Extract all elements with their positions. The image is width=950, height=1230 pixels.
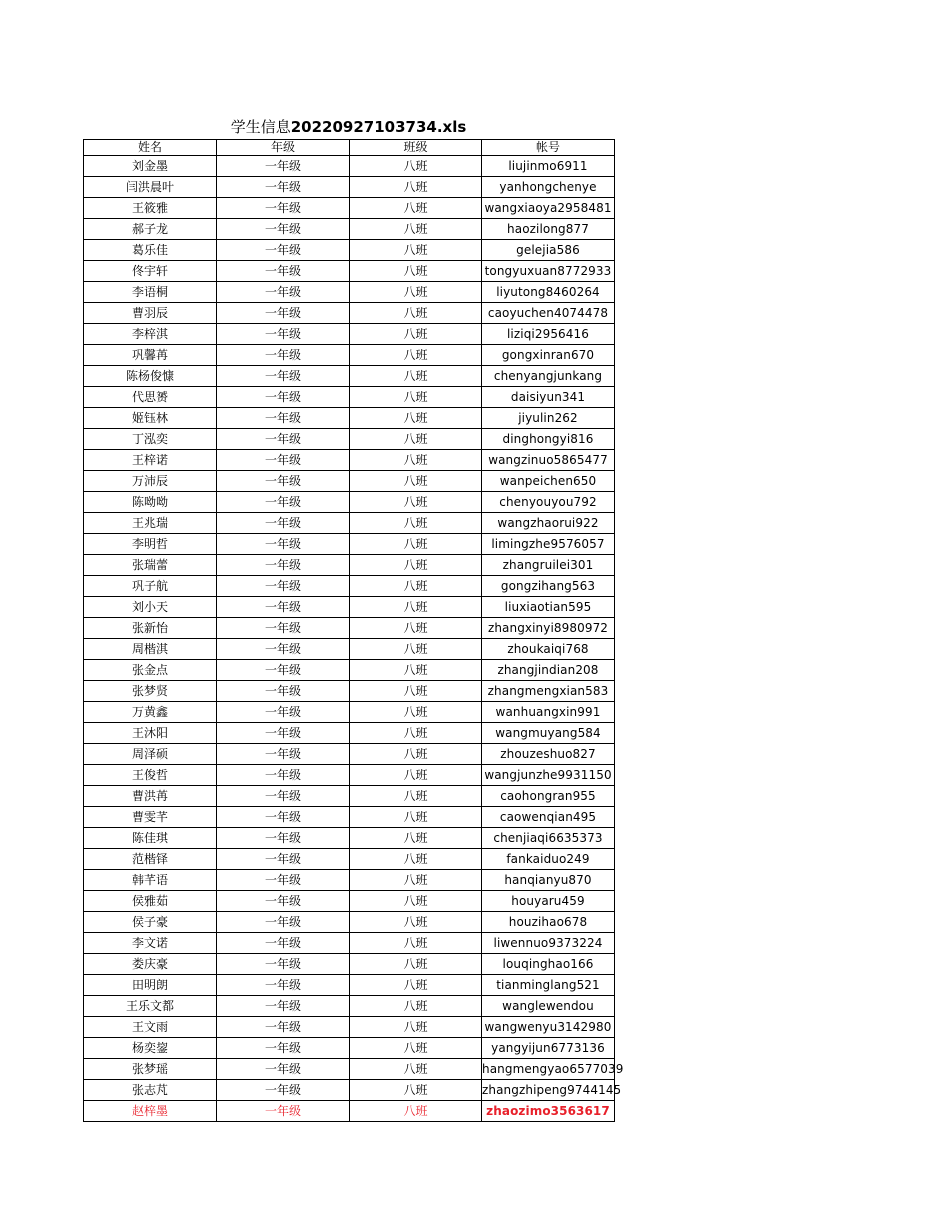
cell-class: 八班 <box>350 807 482 828</box>
cell-account: gelejia586 <box>482 240 615 261</box>
cell-name: 侯雅茹 <box>84 891 217 912</box>
table-row <box>84 681 615 702</box>
cell-account: houzihao678 <box>482 912 615 933</box>
cell-grade: 一年级 <box>217 492 350 513</box>
cell-grade: 一年级 <box>217 450 350 471</box>
table-row <box>84 1038 615 1059</box>
cell-class: 八班 <box>350 555 482 576</box>
table-row <box>84 177 615 198</box>
cell-class: 八班 <box>350 303 482 324</box>
table-row <box>84 240 615 261</box>
cell-class: 八班 <box>350 450 482 471</box>
cell-grade: 一年级 <box>217 471 350 492</box>
cell-account: zhangmengxian583 <box>482 681 615 702</box>
cell-account: tianminglang521 <box>482 975 615 996</box>
cell-account: liujinmo6911 <box>482 156 615 177</box>
cell-class: 八班 <box>350 177 482 198</box>
cell-name: 周楷淇 <box>84 639 217 660</box>
cell-grade: 一年级 <box>217 765 350 786</box>
cell-name: 王文雨 <box>84 1017 217 1038</box>
cell-name: 陈呦呦 <box>84 492 217 513</box>
cell-class: 八班 <box>350 240 482 261</box>
cell-grade: 一年级 <box>217 387 350 408</box>
cell-account: limingzhe9576057 <box>482 534 615 555</box>
sheet-title-prefix: 学生信息 <box>230 118 291 136</box>
cell-grade: 一年级 <box>217 786 350 807</box>
cell-name: 李语桐 <box>84 282 217 303</box>
cell-name: 郝子龙 <box>84 219 217 240</box>
cell-grade: 一年级 <box>217 933 350 954</box>
cell-class: 八班 <box>350 345 482 366</box>
table-row <box>84 891 615 912</box>
cell-name: 娄庆豪 <box>84 954 217 975</box>
cell-name: 田明朗 <box>84 975 217 996</box>
cell-class: 八班 <box>350 702 482 723</box>
cell-account: jiyulin262 <box>482 408 615 429</box>
cell-name: 巩子航 <box>84 576 217 597</box>
table-row <box>84 156 615 177</box>
student-table-body <box>84 156 624 1122</box>
table-row <box>84 975 615 996</box>
cell-account: wangxiaoya2958481 <box>482 198 615 219</box>
cell-name: 张梦瑶 <box>84 1059 217 1080</box>
table-row <box>84 1101 615 1122</box>
table-row <box>84 429 615 450</box>
cell-name: 刘小天 <box>84 597 217 618</box>
cell-class: 八班 <box>350 849 482 870</box>
cell-name: 巩馨苒 <box>84 345 217 366</box>
cell-account: zhangjindian208 <box>482 660 615 681</box>
cell-account: zhaozimo3563617 <box>482 1101 615 1122</box>
cell-class: 八班 <box>350 513 482 534</box>
table-row <box>84 534 615 555</box>
cell-class: 八班 <box>350 828 482 849</box>
table-row <box>84 639 615 660</box>
cell-account: dinghongyi816 <box>482 429 615 450</box>
cell-account: fankaiduo249 <box>482 849 615 870</box>
table-row <box>84 765 615 786</box>
cell-account: wanglewendou <box>482 996 615 1017</box>
cell-grade: 一年级 <box>217 177 350 198</box>
cell-name: 姬钰林 <box>84 408 217 429</box>
cell-class: 八班 <box>350 261 482 282</box>
cell-grade: 一年级 <box>217 660 350 681</box>
cell-account: wanpeichen650 <box>482 471 615 492</box>
cell-name: 曹洪苒 <box>84 786 217 807</box>
cell-grade: 一年级 <box>217 408 350 429</box>
cell-account: daisiyun341 <box>482 387 615 408</box>
table-row <box>84 597 615 618</box>
cell-name: 张志芃 <box>84 1080 217 1101</box>
cell-account: liwennuo9373224 <box>482 933 615 954</box>
cell-class: 八班 <box>350 618 482 639</box>
cell-account: tongyuxuan8772933 <box>482 261 615 282</box>
header-row <box>84 140 615 156</box>
cell-name: 万沛辰 <box>84 471 217 492</box>
cell-account: wangwenyu3142980 <box>482 1017 615 1038</box>
cell-class: 八班 <box>350 1080 482 1101</box>
cell-grade: 一年级 <box>217 975 350 996</box>
cell-class: 八班 <box>350 975 482 996</box>
table-row <box>84 702 615 723</box>
cell-name: 王俊哲 <box>84 765 217 786</box>
cell-class: 八班 <box>350 660 482 681</box>
cell-grade: 一年级 <box>217 891 350 912</box>
cell-grade: 一年级 <box>217 240 350 261</box>
table-row <box>84 303 615 324</box>
cell-grade: 一年级 <box>217 597 350 618</box>
cell-grade: 一年级 <box>217 261 350 282</box>
cell-grade: 一年级 <box>217 429 350 450</box>
cell-name: 侯子豪 <box>84 912 217 933</box>
cell-grade: 一年级 <box>217 639 350 660</box>
cell-account: gongzihang563 <box>482 576 615 597</box>
cell-class: 八班 <box>350 1101 482 1122</box>
column-header-account: 帐号 <box>482 140 615 156</box>
table-row <box>84 1059 615 1080</box>
cell-class: 八班 <box>350 786 482 807</box>
column-header-class: 班级 <box>350 140 482 156</box>
cell-grade: 一年级 <box>217 534 350 555</box>
table-row <box>84 828 615 849</box>
cell-grade: 一年级 <box>217 681 350 702</box>
table-row <box>84 513 615 534</box>
cell-grade: 一年级 <box>217 198 350 219</box>
cell-grade: 一年级 <box>217 996 350 1017</box>
cell-class: 八班 <box>350 1059 482 1080</box>
table-row <box>84 387 615 408</box>
cell-name: 丁泓奕 <box>84 429 217 450</box>
cell-account: wanhuangxin991 <box>482 702 615 723</box>
table-row <box>84 912 615 933</box>
cell-account: caowenqian495 <box>482 807 615 828</box>
cell-name: 代思赟 <box>84 387 217 408</box>
cell-grade: 一年级 <box>217 1038 350 1059</box>
cell-account: wangmuyang584 <box>482 723 615 744</box>
table-row <box>84 954 615 975</box>
cell-account: zhangruilei301 <box>482 555 615 576</box>
cell-grade: 一年级 <box>217 345 350 366</box>
cell-account: zhoukaiqi768 <box>482 639 615 660</box>
table-row <box>84 660 615 681</box>
cell-name: 曹羽辰 <box>84 303 217 324</box>
cell-account: wangzhaorui922 <box>482 513 615 534</box>
cell-name: 王筱雅 <box>84 198 217 219</box>
table-row <box>84 723 615 744</box>
cell-class: 八班 <box>350 1038 482 1059</box>
cell-name: 张新怡 <box>84 618 217 639</box>
cell-name: 李明哲 <box>84 534 217 555</box>
cell-grade: 一年级 <box>217 723 350 744</box>
cell-class: 八班 <box>350 576 482 597</box>
cell-name: 张瑞蕾 <box>84 555 217 576</box>
cell-grade: 一年级 <box>217 1101 350 1122</box>
cell-class: 八班 <box>350 765 482 786</box>
table-row <box>84 471 615 492</box>
cell-class: 八班 <box>350 198 482 219</box>
cell-name: 刘金墨 <box>84 156 217 177</box>
cell-grade: 一年级 <box>217 282 350 303</box>
cell-class: 八班 <box>350 534 482 555</box>
cell-account: hanqianyu870 <box>482 870 615 891</box>
cell-account: yangyijun6773136 <box>482 1038 615 1059</box>
cell-name: 闫洪晨叶 <box>84 177 217 198</box>
table-row <box>84 555 615 576</box>
cell-grade: 一年级 <box>217 744 350 765</box>
table-row <box>84 576 615 597</box>
cell-grade: 一年级 <box>217 303 350 324</box>
table-row <box>84 492 615 513</box>
cell-account: chenyouyou792 <box>482 492 615 513</box>
table-row <box>84 450 615 471</box>
cell-class: 八班 <box>350 219 482 240</box>
table-row <box>84 744 615 765</box>
cell-grade: 一年级 <box>217 1017 350 1038</box>
cell-name: 杨奕鋆 <box>84 1038 217 1059</box>
cell-name: 王沐阳 <box>84 723 217 744</box>
cell-class: 八班 <box>350 429 482 450</box>
cell-name: 葛乐佳 <box>84 240 217 261</box>
cell-name: 赵梓墨 <box>84 1101 217 1122</box>
table-row <box>84 1080 615 1101</box>
cell-account: zhangzhipeng9744145 <box>482 1080 615 1101</box>
cell-class: 八班 <box>350 408 482 429</box>
cell-name: 王乐文都 <box>84 996 217 1017</box>
cell-grade: 一年级 <box>217 576 350 597</box>
cell-name: 佟宇轩 <box>84 261 217 282</box>
table-row <box>84 933 615 954</box>
table-row <box>84 807 615 828</box>
cell-account: louqinghao166 <box>482 954 615 975</box>
cell-account: liziqi2956416 <box>482 324 615 345</box>
table-row <box>84 198 615 219</box>
cell-account: liyutong8460264 <box>482 282 615 303</box>
cell-name: 李文诺 <box>84 933 217 954</box>
cell-name: 周泽硕 <box>84 744 217 765</box>
cell-name: 韩芊语 <box>84 870 217 891</box>
cell-account: hangmengyao6577039 <box>482 1059 615 1080</box>
cell-class: 八班 <box>350 996 482 1017</box>
cell-account: houyaru459 <box>482 891 615 912</box>
cell-grade: 一年级 <box>217 828 350 849</box>
cell-grade: 一年级 <box>217 324 350 345</box>
table-row <box>84 282 615 303</box>
cell-account: yanhongchenye <box>482 177 615 198</box>
table-row <box>84 618 615 639</box>
cell-grade: 一年级 <box>217 1059 350 1080</box>
cell-account: zhangxinyi8980972 <box>482 618 615 639</box>
cell-name: 李梓淇 <box>84 324 217 345</box>
cell-grade: 一年级 <box>217 912 350 933</box>
table-row <box>84 261 615 282</box>
cell-class: 八班 <box>350 723 482 744</box>
cell-class: 八班 <box>350 870 482 891</box>
cell-grade: 一年级 <box>217 849 350 870</box>
cell-account: chenyangjunkang <box>482 366 615 387</box>
table-row <box>84 345 615 366</box>
cell-class: 八班 <box>350 933 482 954</box>
table-row <box>84 1017 615 1038</box>
cell-grade: 一年级 <box>217 366 350 387</box>
cell-class: 八班 <box>350 912 482 933</box>
table-row <box>84 996 615 1017</box>
cell-name: 陈杨俊慷 <box>84 366 217 387</box>
table-row <box>84 870 615 891</box>
cell-name: 张梦贤 <box>84 681 217 702</box>
cell-class: 八班 <box>350 387 482 408</box>
table-row <box>84 786 615 807</box>
cell-grade: 一年级 <box>217 702 350 723</box>
table-row <box>84 849 615 870</box>
cell-account: chenjiaqi6635373 <box>482 828 615 849</box>
cell-class: 八班 <box>350 366 482 387</box>
cell-class: 八班 <box>350 639 482 660</box>
column-header-grade: 年级 <box>217 140 350 156</box>
cell-grade: 一年级 <box>217 555 350 576</box>
cell-name: 王兆瑞 <box>84 513 217 534</box>
cell-grade: 一年级 <box>217 870 350 891</box>
cell-name: 张金点 <box>84 660 217 681</box>
cell-class: 八班 <box>350 954 482 975</box>
cell-class: 八班 <box>350 744 482 765</box>
cell-class: 八班 <box>350 282 482 303</box>
sheet-title-file: 20220927103734.xls <box>290 118 467 136</box>
cell-grade: 一年级 <box>217 807 350 828</box>
cell-name: 范楷铎 <box>84 849 217 870</box>
cell-class: 八班 <box>350 156 482 177</box>
sheet-title <box>83 117 614 137</box>
table-row <box>84 408 615 429</box>
table-row <box>84 219 615 240</box>
cell-account: gongxinran670 <box>482 345 615 366</box>
student-table <box>83 139 624 1122</box>
cell-name: 陈佳琪 <box>84 828 217 849</box>
cell-name: 万黄鑫 <box>84 702 217 723</box>
cell-class: 八班 <box>350 681 482 702</box>
cell-name: 王梓诺 <box>84 450 217 471</box>
cell-account: caoyuchen4074478 <box>482 303 615 324</box>
table-row <box>84 324 615 345</box>
cell-grade: 一年级 <box>217 1080 350 1101</box>
cell-class: 八班 <box>350 891 482 912</box>
cell-class: 八班 <box>350 597 482 618</box>
cell-grade: 一年级 <box>217 954 350 975</box>
cell-grade: 一年级 <box>217 513 350 534</box>
cell-account: haozilong877 <box>482 219 615 240</box>
cell-account: wangjunzhe9931150 <box>482 765 615 786</box>
cell-account: zhouzeshuo827 <box>482 744 615 765</box>
cell-name: 曹雯芊 <box>84 807 217 828</box>
cell-class: 八班 <box>350 492 482 513</box>
cell-class: 八班 <box>350 471 482 492</box>
cell-account: liuxiaotian595 <box>482 597 615 618</box>
cell-account: caohongran955 <box>482 786 615 807</box>
cell-class: 八班 <box>350 1017 482 1038</box>
cell-grade: 一年级 <box>217 618 350 639</box>
cell-grade: 一年级 <box>217 219 350 240</box>
column-header-name: 姓名 <box>84 140 217 156</box>
cell-grade: 一年级 <box>217 156 350 177</box>
cell-class: 八班 <box>350 324 482 345</box>
cell-account: wangzinuo5865477 <box>482 450 615 471</box>
table-row <box>84 366 615 387</box>
